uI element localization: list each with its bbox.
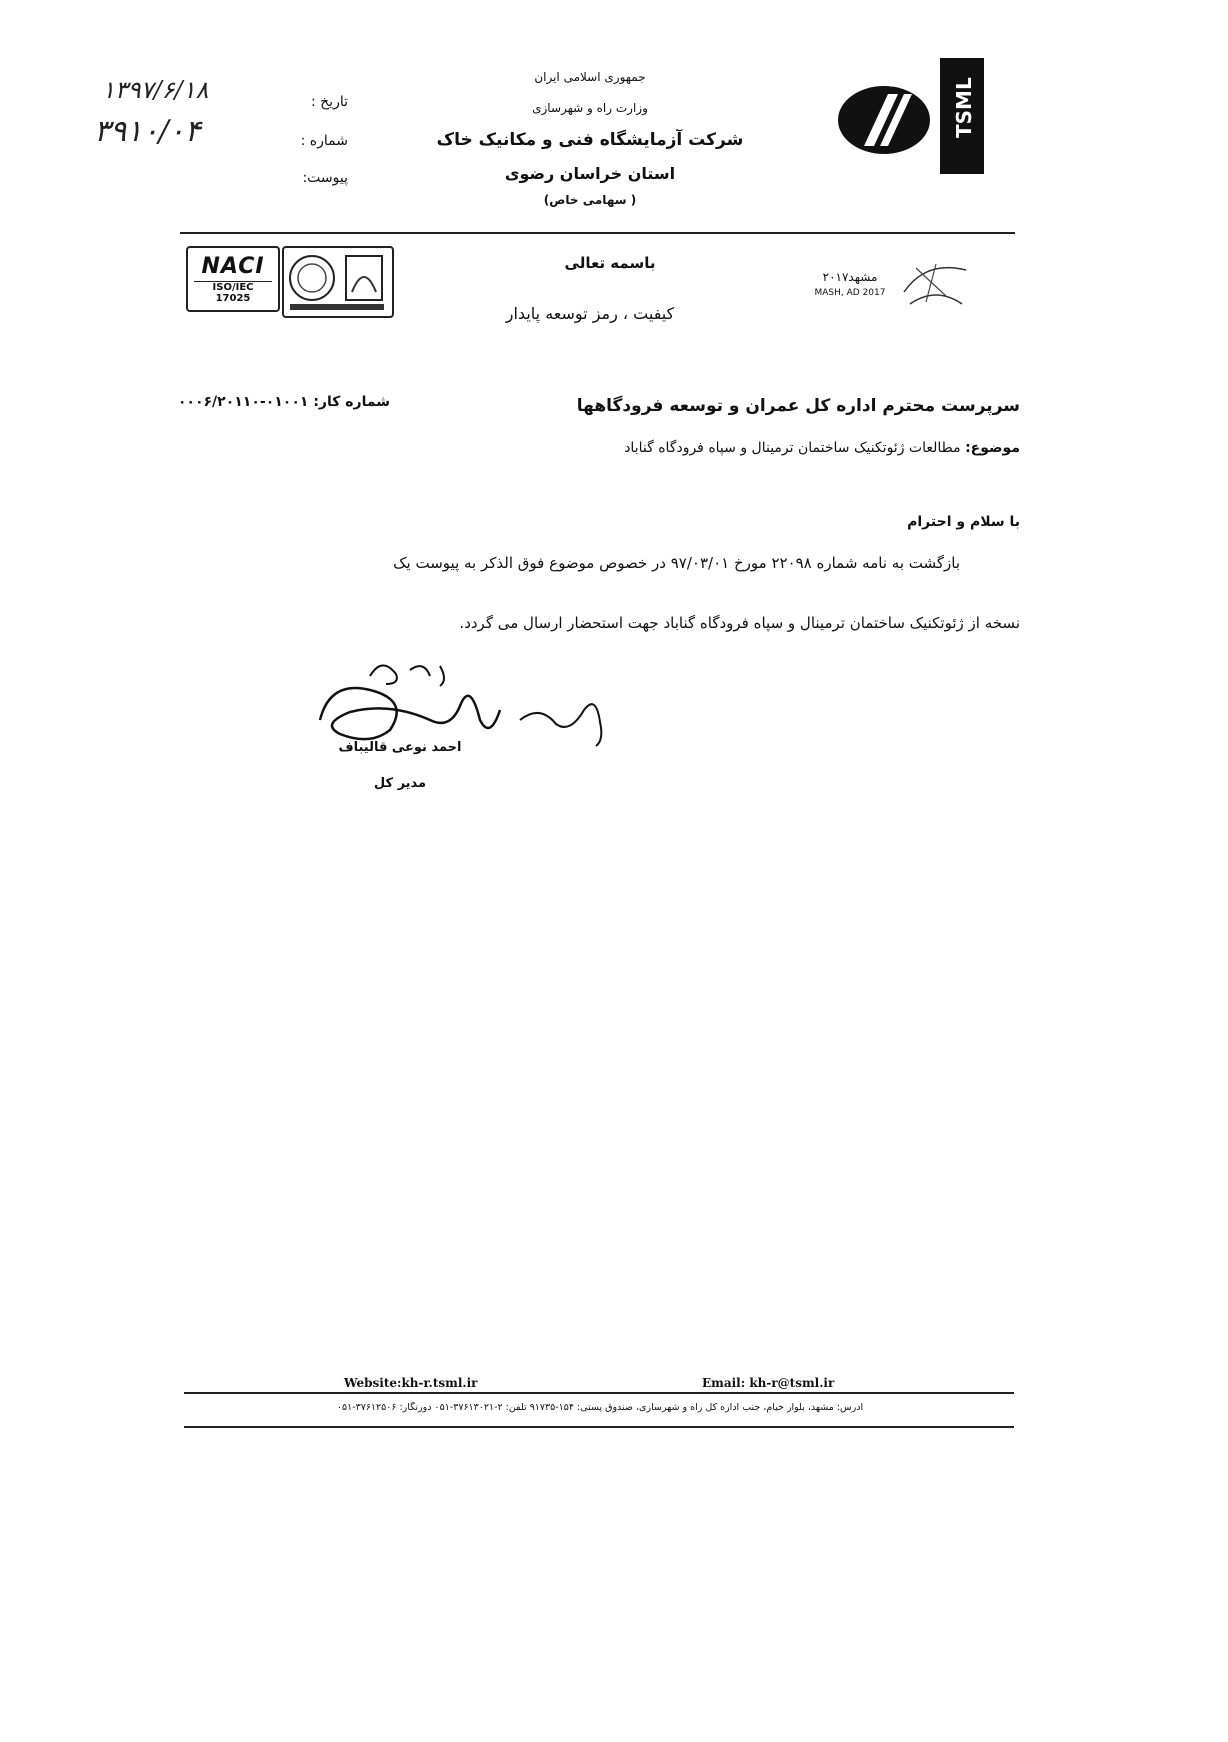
handwritten-date: ۱۳۹۷/۶/۱۸ xyxy=(102,76,209,104)
seal-logo xyxy=(282,246,394,318)
stamp-emblem-icon xyxy=(896,256,974,314)
body-line-2: نسخه از ژئوتکنیک ساختمان ترمینال و سپاه فرودگاه گناباد جهت استحضار ارسال می گردد. xyxy=(459,614,1020,632)
footer-address: آدرس: مشهد، بلوار خیام، جنب اداره کل راه و شهرسازی، صندوق پستی: ۱۵۴-۹۱۷۳۵ تلفن: ۲-۳۷۶۱۳۰۲۱-۰۵۱ دورنگار: ۳۷۶۱۲۵۰۶-۰۵۱ xyxy=(336,1402,864,1413)
footer-divider-top xyxy=(184,1392,1014,1394)
naci-logo xyxy=(186,246,280,312)
tsml-logo-text: TSML xyxy=(952,77,976,138)
body-line-1: بازگشت به نامه شماره ۲۲۰۹۸ مورخ ۹۷/۰۳/۰۱ در خصوص موضوع فوق الذکر به پیوست یک xyxy=(393,554,960,572)
mashhad-stamp xyxy=(800,256,980,316)
stamp-text: مشهد۲۰۱۷ xyxy=(822,270,878,284)
stamp-sub: MASH, AD 2017 xyxy=(814,288,886,298)
footer-email: Email: kh-r@tsml.ir xyxy=(702,1376,835,1390)
signer-name: احمد نوعی قالیباف xyxy=(338,740,462,755)
motto: کیفیت ، رمز توسعه پایدار xyxy=(505,304,675,323)
company-name: شرکت آزمایشگاه فنی و مکانیک خاک xyxy=(436,130,744,150)
attachment-label: پیوست: xyxy=(302,170,348,186)
number-label: شماره : xyxy=(300,133,348,149)
tsml-logo xyxy=(836,58,988,176)
iso-logo-text: ISO/IEC 17025 xyxy=(194,281,272,304)
seal-emblem-icon xyxy=(284,248,392,316)
footer-website: Website:kh-r.tsml.ir xyxy=(344,1376,478,1390)
handwritten-number: ۳۹۱۰/۰۴ xyxy=(94,114,201,149)
company-type: ( سهامی خاص) xyxy=(543,193,637,207)
basmala: باسمه تعالی xyxy=(564,254,656,272)
recipient: سرپرست محترم اداره کل عمران و توسعه فرودگاهها xyxy=(576,396,1020,416)
naci-logo-text: NACI xyxy=(201,254,265,279)
ministry-line: وزارت راه و شهرسازی xyxy=(532,101,648,115)
subject-line xyxy=(420,440,1020,456)
subject-label: موضوع: xyxy=(965,440,1020,456)
republic-line: جمهوری اسلامی ایران xyxy=(534,70,646,84)
greeting: با سلام و احترام xyxy=(907,514,1020,530)
footer-divider-bottom xyxy=(184,1426,1014,1428)
signer-title: مدیر کل xyxy=(373,776,427,791)
province-line: استان خراسان رضوی xyxy=(504,164,676,183)
date-label: تاریخ : xyxy=(310,94,348,110)
work-number: شماره کار: ۰۱۰۰۱-۰۰۰۶/۲۰۱۱۰ xyxy=(177,394,390,410)
header-divider xyxy=(180,232,1015,234)
subject-text: مطالعات ژئوتکنیک ساختمان ترمینال و سپاه فرودگاه گناباد xyxy=(624,440,961,456)
